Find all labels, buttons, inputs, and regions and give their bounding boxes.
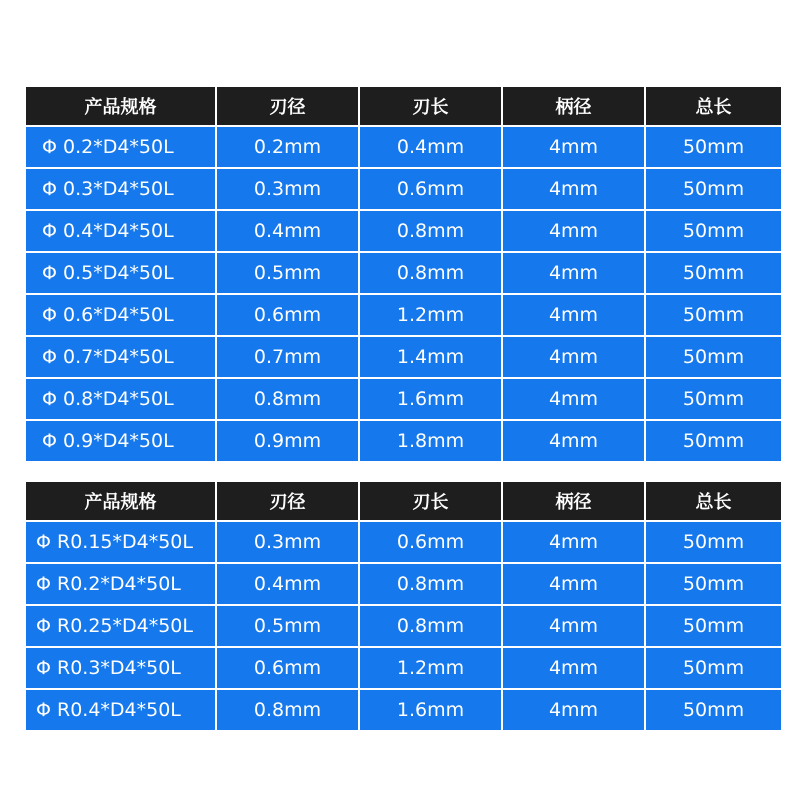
table-row [26, 564, 781, 604]
table-row [26, 337, 781, 377]
cell-spec: Φ 0.5*D4*50L [26, 253, 215, 293]
table-row [26, 690, 781, 730]
cell-shank-diameter: 4mm [503, 337, 644, 377]
table-row [26, 379, 781, 419]
cell-spec: Φ R0.15*D4*50L [26, 522, 215, 562]
spec-table-flat [24, 85, 783, 463]
cell-blade-diameter: 0.4mm [217, 564, 358, 604]
header-shank-diameter: 柄径 [503, 482, 644, 520]
header-total-length: 总长 [646, 482, 781, 520]
cell-shank-diameter: 4mm [503, 169, 644, 209]
cell-blade-length: 0.4mm [360, 127, 501, 167]
cell-shank-diameter: 4mm [503, 379, 644, 419]
header-spec: 产品规格 [26, 87, 215, 125]
cell-blade-length: 0.8mm [360, 564, 501, 604]
cell-blade-diameter: 0.7mm [217, 337, 358, 377]
table-header-row [26, 482, 781, 520]
cell-shank-diameter: 4mm [503, 211, 644, 251]
header-blade-diameter: 刃径 [217, 482, 358, 520]
cell-total-length: 50mm [646, 337, 781, 377]
cell-shank-diameter: 4mm [503, 127, 644, 167]
cell-spec: Φ 0.8*D4*50L [26, 379, 215, 419]
cell-blade-length: 1.8mm [360, 421, 501, 461]
cell-shank-diameter: 4mm [503, 522, 644, 562]
cell-spec: Φ R0.2*D4*50L [26, 564, 215, 604]
cell-spec: Φ R0.25*D4*50L [26, 606, 215, 646]
cell-blade-length: 0.6mm [360, 522, 501, 562]
cell-spec: Φ R0.4*D4*50L [26, 690, 215, 730]
cell-blade-length: 1.6mm [360, 690, 501, 730]
cell-shank-diameter: 4mm [503, 421, 644, 461]
cell-total-length: 50mm [646, 421, 781, 461]
cell-total-length: 50mm [646, 127, 781, 167]
cell-blade-length: 0.6mm [360, 169, 501, 209]
cell-spec: Φ 0.7*D4*50L [26, 337, 215, 377]
cell-spec: Φ 0.2*D4*50L [26, 127, 215, 167]
cell-total-length: 50mm [646, 379, 781, 419]
cell-blade-diameter: 0.6mm [217, 295, 358, 335]
table-row [26, 211, 781, 251]
table-row [26, 295, 781, 335]
header-blade-length: 刃长 [360, 482, 501, 520]
table-row [26, 127, 781, 167]
cell-blade-diameter: 0.8mm [217, 379, 358, 419]
cell-blade-length: 0.8mm [360, 606, 501, 646]
cell-blade-length: 1.4mm [360, 337, 501, 377]
cell-shank-diameter: 4mm [503, 253, 644, 293]
cell-shank-diameter: 4mm [503, 606, 644, 646]
cell-total-length: 50mm [646, 690, 781, 730]
cell-total-length: 50mm [646, 169, 781, 209]
cell-shank-diameter: 4mm [503, 295, 644, 335]
table-row [26, 253, 781, 293]
table-row [26, 606, 781, 646]
cell-total-length: 50mm [646, 606, 781, 646]
cell-spec: Φ 0.3*D4*50L [26, 169, 215, 209]
header-spec: 产品规格 [26, 482, 215, 520]
cell-shank-diameter: 4mm [503, 690, 644, 730]
cell-blade-diameter: 0.6mm [217, 648, 358, 688]
cell-blade-length: 0.8mm [360, 253, 501, 293]
cell-blade-diameter: 0.3mm [217, 522, 358, 562]
cell-total-length: 50mm [646, 522, 781, 562]
cell-shank-diameter: 4mm [503, 648, 644, 688]
cell-total-length: 50mm [646, 253, 781, 293]
cell-blade-length: 1.2mm [360, 295, 501, 335]
table-row [26, 421, 781, 461]
cell-total-length: 50mm [646, 295, 781, 335]
cell-blade-diameter: 0.5mm [217, 253, 358, 293]
cell-blade-diameter: 0.5mm [217, 606, 358, 646]
cell-blade-length: 0.8mm [360, 211, 501, 251]
table-row [26, 169, 781, 209]
header-blade-diameter: 刃径 [217, 87, 358, 125]
cell-blade-length: 1.2mm [360, 648, 501, 688]
cell-blade-diameter: 0.9mm [217, 421, 358, 461]
cell-shank-diameter: 4mm [503, 564, 644, 604]
header-total-length: 总长 [646, 87, 781, 125]
cell-blade-length: 1.6mm [360, 379, 501, 419]
header-blade-length: 刃长 [360, 87, 501, 125]
table-header-row [26, 87, 781, 125]
cell-spec: Φ 0.6*D4*50L [26, 295, 215, 335]
cell-total-length: 50mm [646, 211, 781, 251]
cell-blade-diameter: 0.2mm [217, 127, 358, 167]
cell-blade-diameter: 0.8mm [217, 690, 358, 730]
cell-blade-diameter: 0.3mm [217, 169, 358, 209]
cell-total-length: 50mm [646, 648, 781, 688]
cell-spec: Φ 0.9*D4*50L [26, 421, 215, 461]
cell-total-length: 50mm [646, 564, 781, 604]
cell-spec: Φ R0.3*D4*50L [26, 648, 215, 688]
header-shank-diameter: 柄径 [503, 87, 644, 125]
cell-blade-diameter: 0.4mm [217, 211, 358, 251]
table-row [26, 522, 781, 562]
spec-table-ball [24, 480, 783, 732]
cell-spec: Φ 0.4*D4*50L [26, 211, 215, 251]
table-row [26, 648, 781, 688]
